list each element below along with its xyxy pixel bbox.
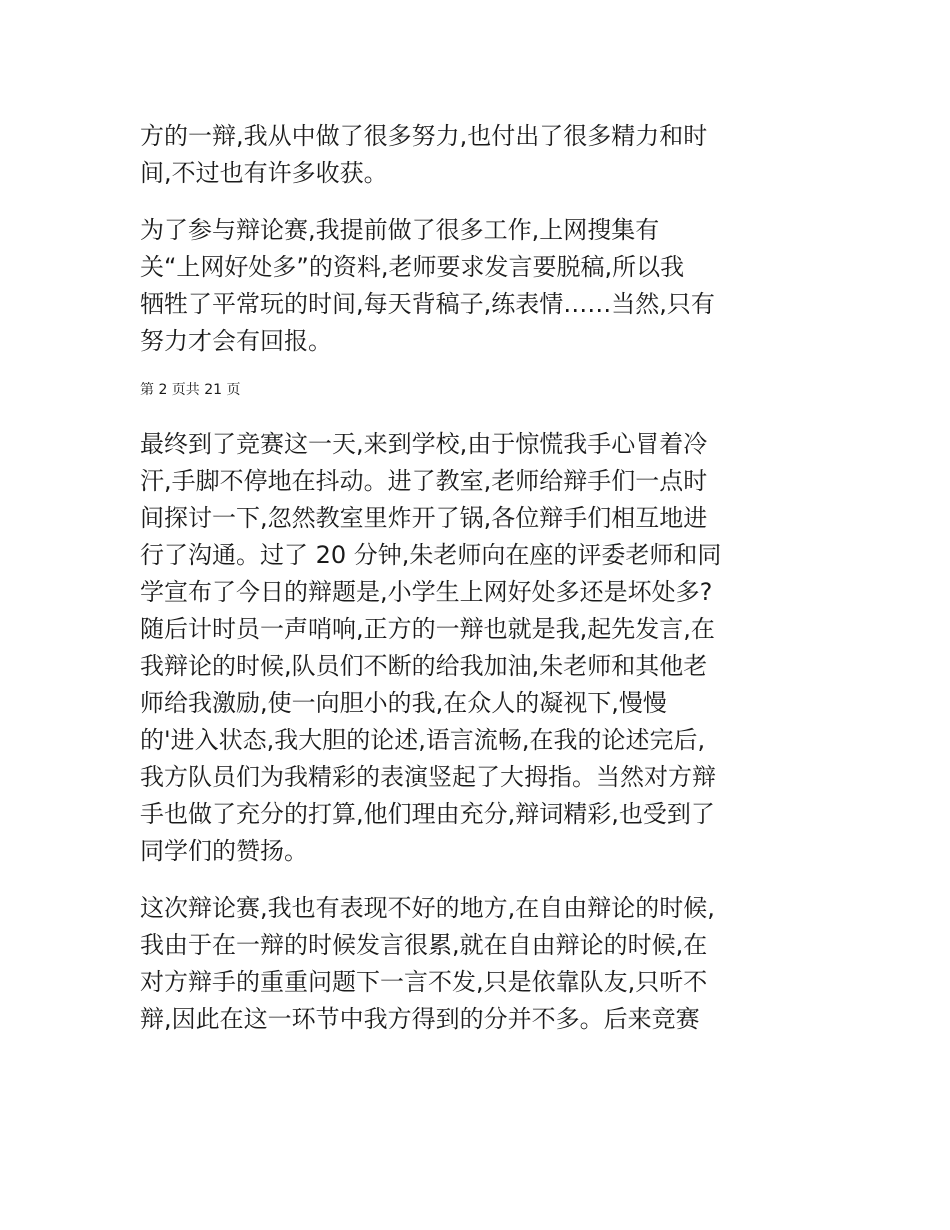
text-line: 手也做了充分的打算,他们理由充分,辩词精彩,也受到了: [140, 800, 715, 828]
text-line: 我方队员们为我精彩的表演竖起了大拇指。当然对方辩: [140, 763, 716, 791]
text-line: 间探讨一下,忽然教室里炸开了锅,各位辩手们相互地进: [140, 504, 708, 532]
text-line: 我辩论的时候,队员们不断的给我加油,朱老师和其他老: [140, 652, 708, 680]
text-line: 最终到了竞赛这一天,来到学校,由于惊慌我手心冒着冷: [140, 430, 708, 458]
text-line: 对方辩手的重重问题下一言不发,只是依靠队友,只听不: [140, 968, 708, 996]
text-line: 为了参与辩论赛,我提前做了很多工作,上网搜集有: [140, 216, 660, 244]
text-line: 随后计时员一声哨响,正方的一辩也就是我,起先发言,在: [140, 615, 715, 643]
text-line: 间,不过也有许多收获。: [140, 159, 388, 187]
paragraph-4: [140, 890, 810, 1038]
text-line: 师给我激励,使一向胆小的我,在众人的凝视下,慢慢: [140, 689, 667, 717]
text-line: 关“上网好处多”的资料,老师要求发言要脱稿,所以我: [140, 253, 685, 281]
text-line: 同学们的赞扬。: [140, 837, 308, 865]
text-line: 行了沟通。过了 20 分钟,朱老师向在座的评委老师和同: [140, 541, 722, 569]
text-line: 努力才会有回报。: [140, 327, 332, 355]
paragraph-1: [140, 118, 810, 192]
text-line: 汗,手脚不停地在抖动。进了教室,老师给辩手们一点时: [140, 467, 708, 495]
text-line: 牺牲了平常玩的时间,每天背稿子,练表情……当然,只有: [140, 290, 715, 318]
text-line: 这次辩论赛,我也有表现不好的地方,在自由辩论的时候,: [140, 894, 715, 922]
paragraph-2: [140, 212, 810, 360]
page-footer: 第 2 页共 21 页: [140, 382, 241, 398]
text-line: 方的一辩,我从中做了很多努力,也付出了很多精力和时: [140, 122, 708, 150]
paragraph-3: [140, 426, 810, 870]
text-line: 我由于在一辩的时候发言很累,就在自由辩论的时候,在: [140, 931, 708, 959]
text-line: 辩,因此在这一环节中我方得到的分并不多。后来竞赛: [140, 1005, 700, 1033]
text-line: 的'进入状态,我大胆的论述,语言流畅,在我的论述完后,: [140, 726, 706, 754]
text-line: 学宣布了今日的辩题是,小学生上网好处多还是坏处多?: [140, 578, 713, 606]
